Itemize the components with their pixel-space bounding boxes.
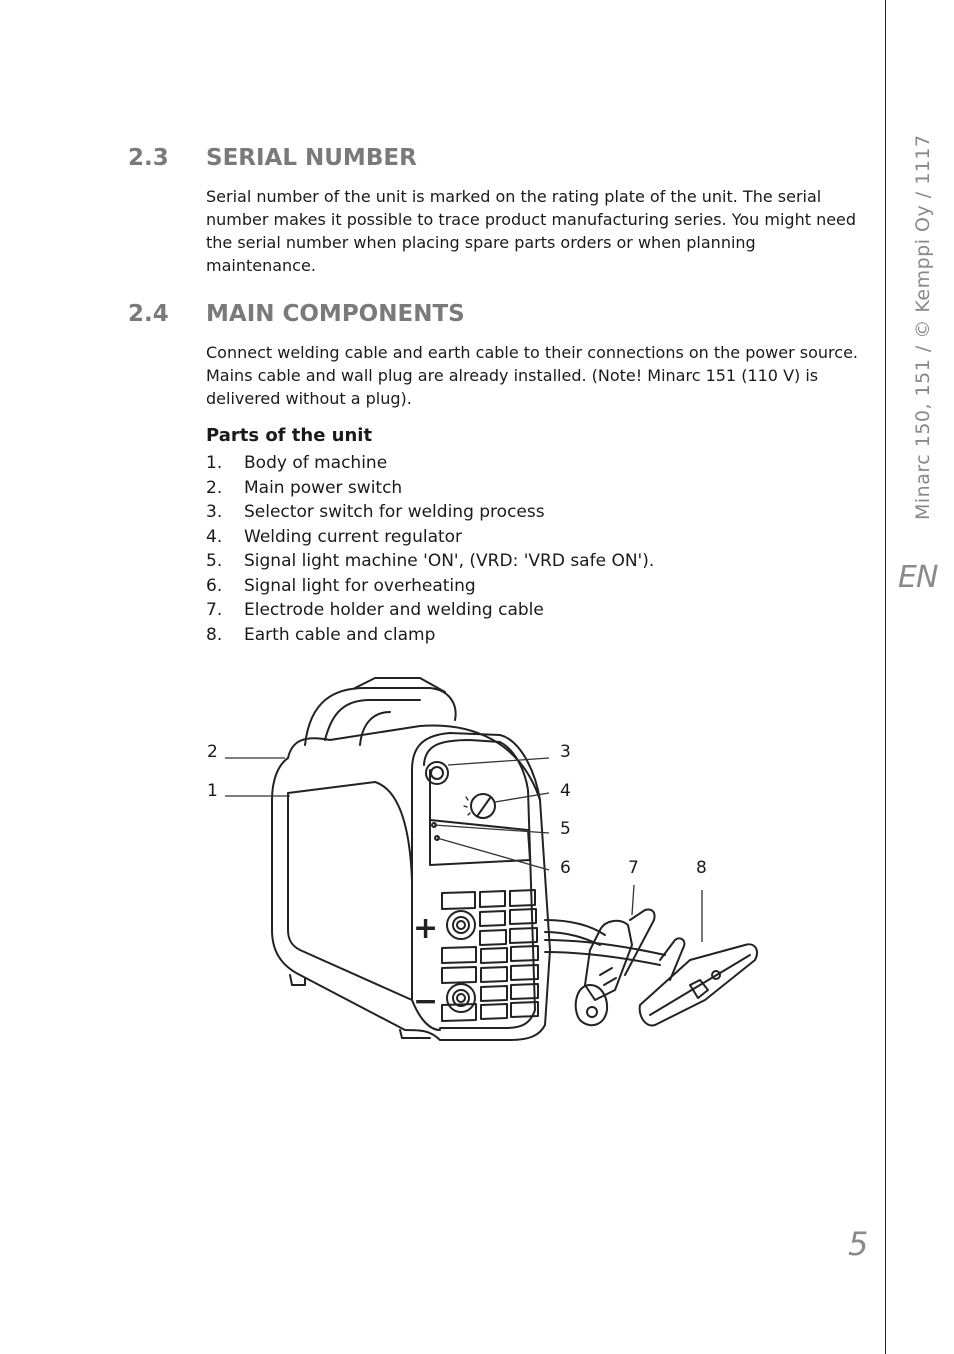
plus-polarity-mark: +: [413, 911, 439, 946]
callout-1: 1: [207, 781, 218, 801]
list-item: 5. Signal light machine 'ON', (VRD: 'VRD safe ON').: [206, 551, 655, 571]
parts-heading: Parts of the unit: [206, 425, 373, 446]
list-item: 7. Electrode holder and welding cable: [206, 600, 544, 620]
list-item: 4. Welding current regulator: [206, 526, 463, 547]
callout-2: 2: [207, 742, 218, 762]
language-code: EN: [898, 560, 938, 595]
list-item: 3. Selector switch for welding process: [206, 502, 545, 522]
callout-3: 3: [560, 742, 571, 762]
section-title-main-components: MAIN COMPONENTS: [206, 301, 465, 327]
callout-8: 8: [696, 858, 707, 878]
list-item: 6. Signal light for overheating: [206, 575, 476, 596]
callout-7: 7: [628, 858, 639, 878]
page-number: 5: [848, 1225, 869, 1263]
section-number-2-4: 2.4: [128, 301, 169, 327]
callout-6: 6: [560, 858, 571, 878]
serial-number-paragraph: Serial number of the unit is marked on the rating plate of the unit. The serial number makes it possible to trace product manufacturing series. You might need the serial number when placing spare parts orders or when planning maintenance.: [206, 187, 857, 275]
callout-5: 5: [560, 819, 571, 839]
list-item: 8. Earth cable and clamp: [206, 624, 436, 645]
list-item: 2. Main power switch: [206, 477, 403, 498]
doc-info-vertical: Minarc 150, 151 / © Kemppi Oy / 1117: [912, 134, 934, 520]
list-item: 1. Body of machine: [206, 453, 388, 473]
main-components-paragraph: Connect welding cable and earth cable to their connections on the power source. Mains cable and wall plug are already installed. (Note! Minarc 151 (110 V) is delivered without a plug).: [206, 343, 858, 408]
section-title-serial-number: SERIAL NUMBER: [206, 145, 417, 171]
callout-4: 4: [560, 781, 571, 801]
section-number-2-3: 2.3: [128, 145, 169, 171]
minus-polarity-mark: −: [413, 984, 439, 1019]
